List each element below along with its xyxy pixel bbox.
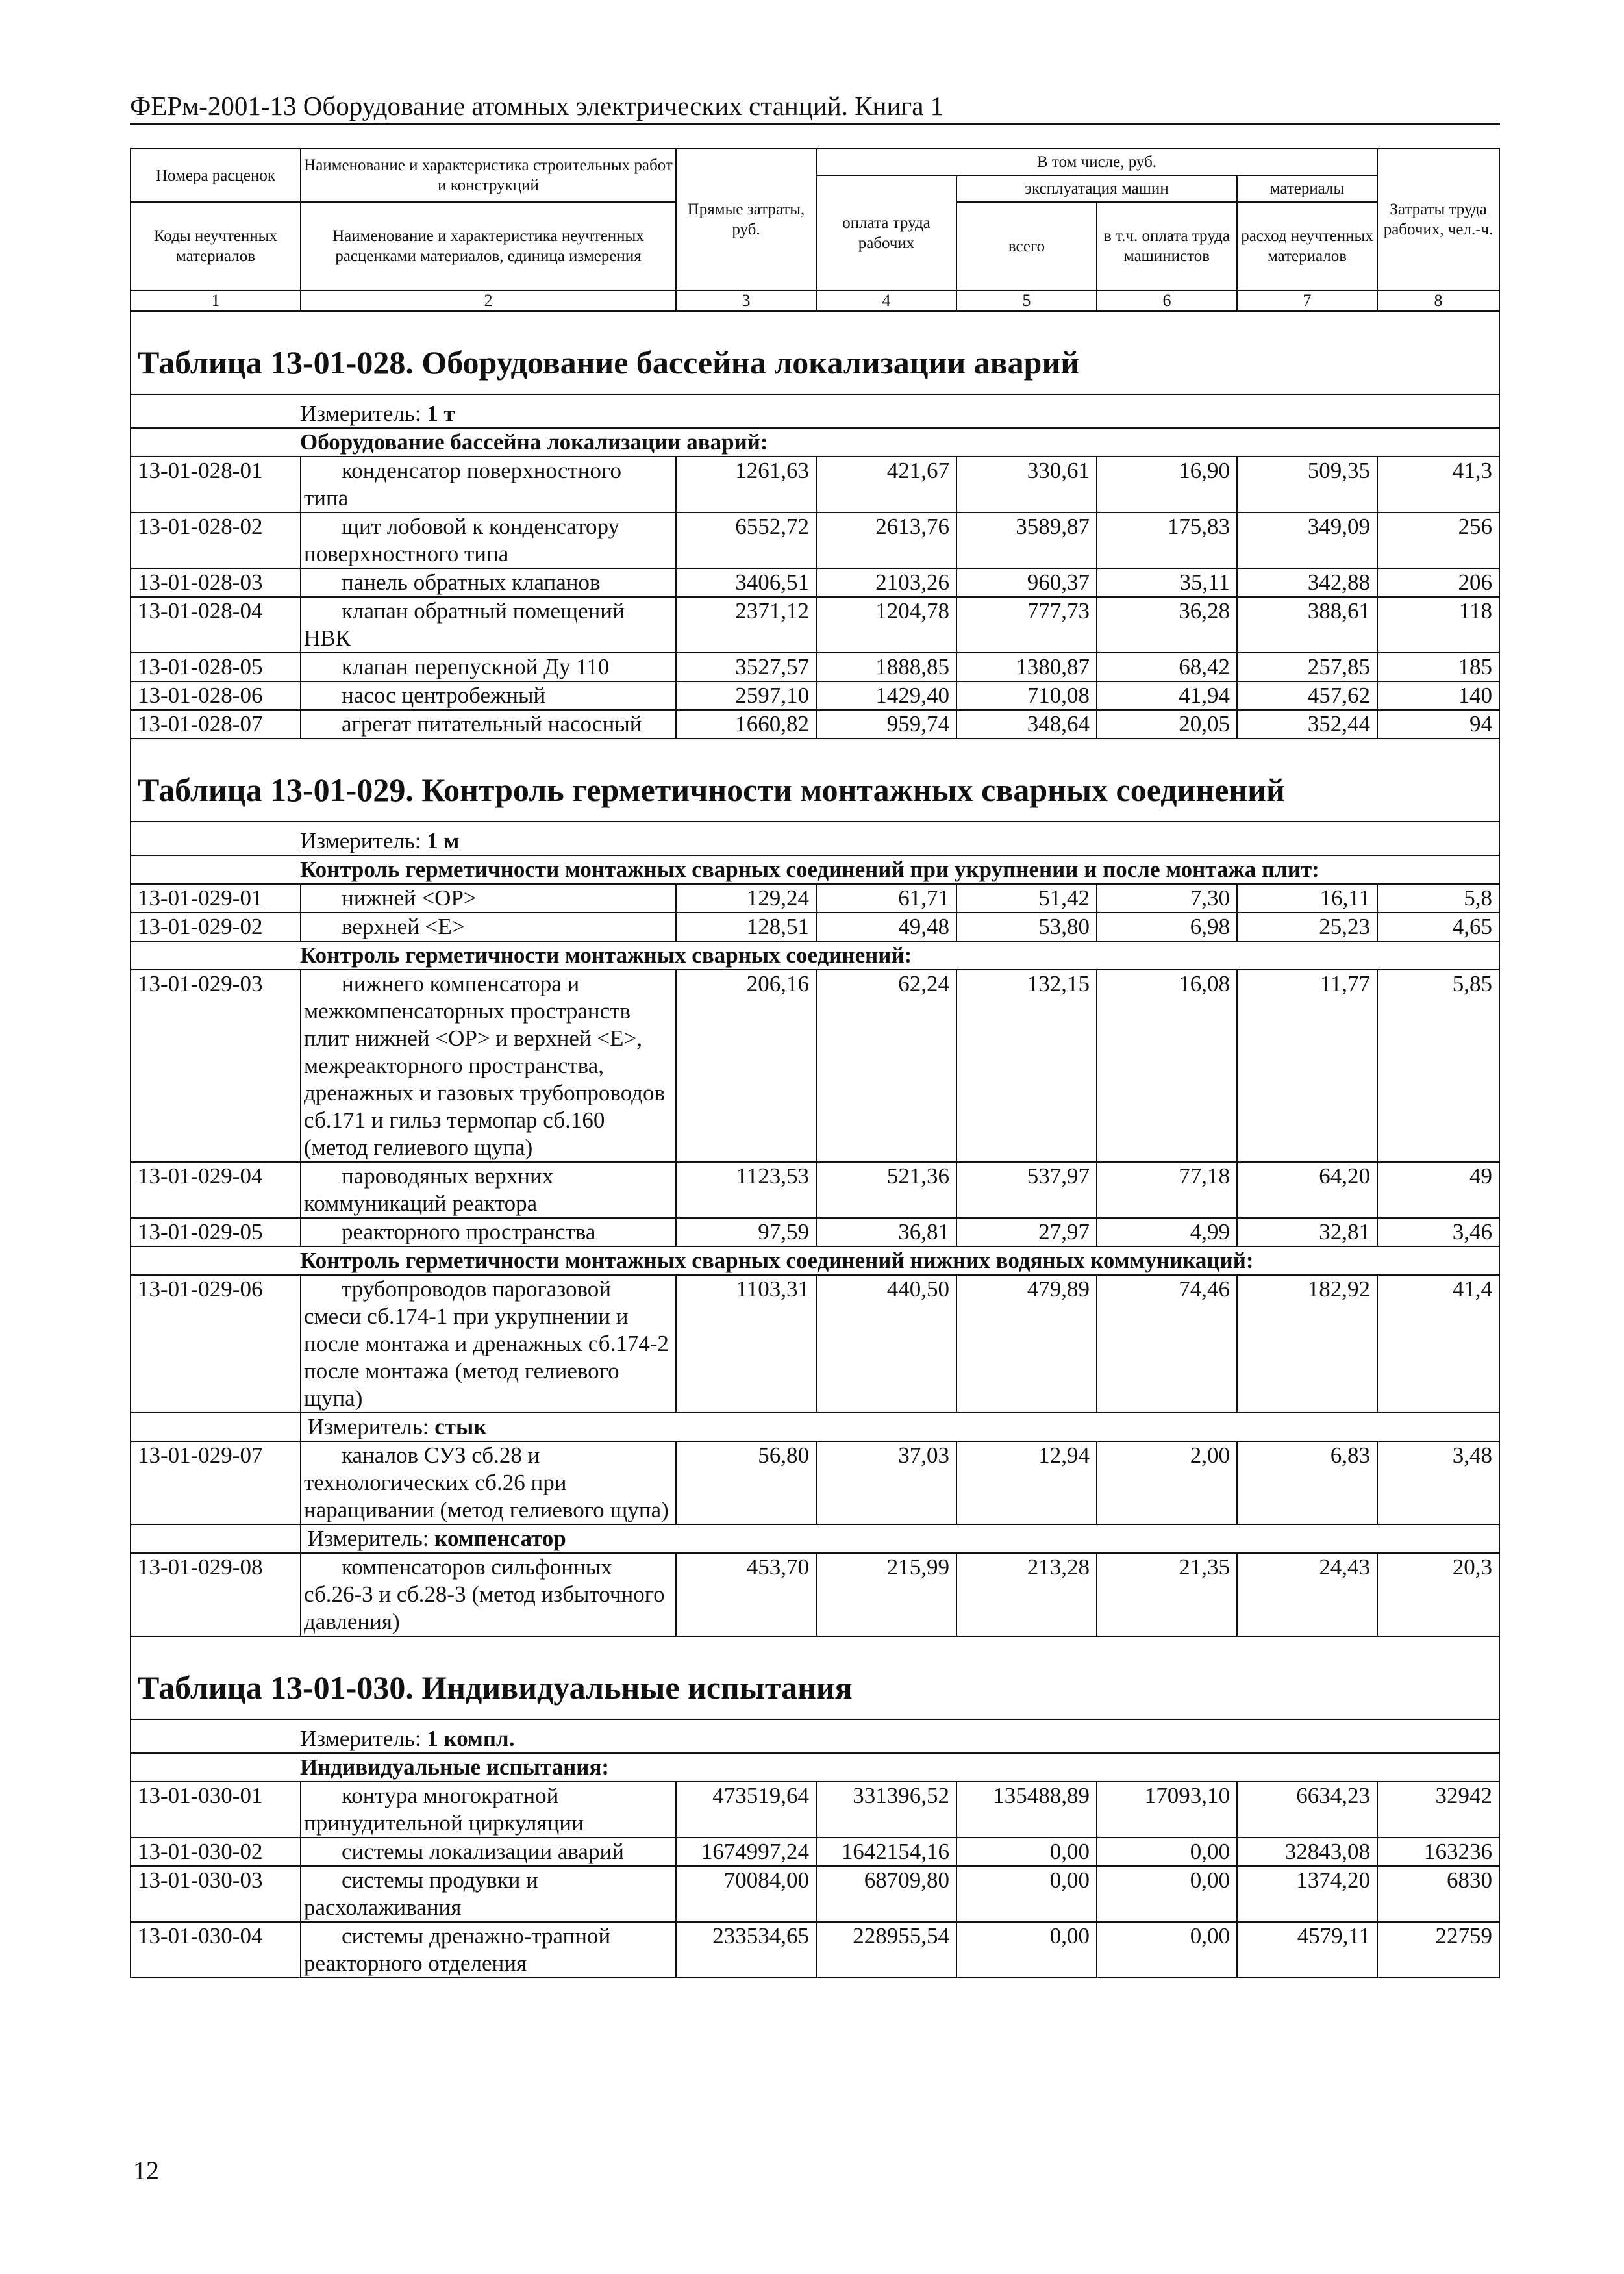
value-materials: 352,44 [1237,710,1377,739]
value-hours: 118 [1377,597,1499,653]
empty-cell [131,1413,301,1441]
rate-name: нижнего компенсатора и межкомпенсаторных пространств плит нижней <ОР> и верхней <Е>, межреакторного пространства, дренажных и газовых трубопроводов сб.171 и гильз термопар сб.160 (метод гелиевого щупа) [301,970,676,1162]
measure-value: стык [434,1414,487,1439]
measure-row [131,394,1499,428]
value-machines: 0,00 [956,1838,1097,1866]
value-labor: 2103,26 [816,568,956,597]
value-hours: 41,4 [1377,1275,1499,1413]
value-labor: 331396,52 [816,1782,956,1838]
value-machines: 53,80 [956,913,1097,941]
header-index-row [131,290,1499,311]
page-number: 12 [133,2156,159,2185]
value-machinist: 16,08 [1097,970,1237,1162]
measure-value: 1 м [427,828,460,853]
measure-unit [131,1719,1499,1753]
header-col2-bottom: Наименование и характеристика неучтенных расценками материалов, единица измерения [301,202,676,290]
section-heading: Контроль герметичности монтажных сварных соединений при укрупнении и после монтажа плит: [131,855,1499,884]
header-col1-top: Номера расценок [131,149,301,202]
value-direct: 453,70 [676,1553,816,1636]
value-machinist: 0,00 [1097,1838,1237,1866]
header-direct-costs: Прямые затраты, руб. [676,149,816,290]
value-machinist: 21,35 [1097,1553,1237,1636]
value-machinist: 175,83 [1097,512,1237,568]
value-hours: 49 [1377,1162,1499,1218]
value-direct: 56,80 [676,1441,816,1524]
value-direct: 2371,12 [676,597,816,653]
rate-code: 13-01-029-03 [131,970,301,1162]
value-hours: 256 [1377,512,1499,568]
value-labor: 1642154,16 [816,1838,956,1866]
header-including: В том числе, руб. [816,149,1377,175]
rate-code: 13-01-029-07 [131,1441,301,1524]
value-materials: 388,61 [1237,597,1377,653]
section-row [131,1246,1499,1275]
value-labor: 62,24 [816,970,956,1162]
measure-value: 1 компл. [427,1726,515,1751]
value-labor: 959,74 [816,710,956,739]
value-materials: 6,83 [1237,1441,1377,1524]
value-hours: 140 [1377,681,1499,710]
value-hours: 163236 [1377,1838,1499,1866]
header-col2-top: Наименование и характеристика строительных работ и конструкций [301,149,676,202]
value-materials: 32,81 [1237,1218,1377,1246]
rate-code: 13-01-028-04 [131,597,301,653]
value-hours: 206 [1377,568,1499,597]
table-row [131,1275,1499,1413]
rate-code: 13-01-028-05 [131,653,301,681]
value-materials: 24,43 [1237,1553,1377,1636]
value-labor: 2613,76 [816,512,956,568]
value-direct: 3406,51 [676,568,816,597]
table-row [131,1782,1499,1838]
value-direct: 70084,00 [676,1866,816,1922]
section-row [131,428,1499,457]
rate-name: трубопроводов парогазовой смеси сб.174-1 при укрупнении и после монтажа и дренажных сб.174-2 после монтажа (метод гелиевого щупа) [301,1275,676,1413]
rate-name: системы продувки и расхолаживания [301,1866,676,1922]
value-labor: 215,99 [816,1553,956,1636]
value-hours: 3,46 [1377,1218,1499,1246]
value-hours: 3,48 [1377,1441,1499,1524]
value-machinist: 16,90 [1097,457,1237,512]
rate-name: агрегат питательный насосный [301,710,676,739]
index-1: 1 [131,290,301,311]
table-row [131,884,1499,913]
value-machinist: 4,99 [1097,1218,1237,1246]
value-labor: 1204,78 [816,597,956,653]
value-direct: 1103,31 [676,1275,816,1413]
rate-name: верхней <Е> [301,913,676,941]
value-machinist: 74,46 [1097,1275,1237,1413]
table-row [131,457,1499,512]
value-labor: 440,50 [816,1275,956,1413]
measure-label: Измеритель: [300,401,427,426]
value-machines: 12,94 [956,1441,1097,1524]
index-6: 6 [1097,290,1237,311]
rate-code: 13-01-030-02 [131,1838,301,1866]
value-direct: 3527,57 [676,653,816,681]
rate-name: контура многократной принудительной циркуляции [301,1782,676,1838]
value-machines: 330,61 [956,457,1097,512]
value-machinist: 0,00 [1097,1866,1237,1922]
table-row [131,710,1499,739]
value-hours: 22759 [1377,1922,1499,1978]
table-title-row [131,739,1499,822]
value-machines: 537,97 [956,1162,1097,1218]
header-materials-consumption: расход неучтенных материалов [1237,202,1377,290]
empty-cell [131,1524,301,1553]
value-direct: 129,24 [676,884,816,913]
value-materials: 342,88 [1237,568,1377,597]
value-machinist: 0,00 [1097,1922,1237,1978]
header-materials: материалы [1237,175,1377,202]
rate-name: реакторного пространства [301,1218,676,1246]
rate-code: 13-01-029-02 [131,913,301,941]
rate-code: 13-01-030-03 [131,1866,301,1922]
value-machinist: 7,30 [1097,884,1237,913]
index-8: 8 [1377,290,1499,311]
table-row [131,568,1499,597]
value-machinist: 6,98 [1097,913,1237,941]
table-title: Таблица 13-01-029. Контроль герметичности монтажных сварных соединений [131,739,1499,822]
value-materials: 509,35 [1237,457,1377,512]
value-machinist: 17093,10 [1097,1782,1237,1838]
rate-code: 13-01-029-06 [131,1275,301,1413]
rate-name: пароводяных верхних коммуникаций реактора [301,1162,676,1218]
value-machines: 0,00 [956,1866,1097,1922]
table-row [131,1162,1499,1218]
rate-code: 13-01-030-01 [131,1782,301,1838]
value-machinist: 2,00 [1097,1441,1237,1524]
rate-code: 13-01-029-01 [131,884,301,913]
value-materials: 457,62 [1237,681,1377,710]
rate-code: 13-01-030-04 [131,1922,301,1978]
value-direct: 6552,72 [676,512,816,568]
value-machines: 777,73 [956,597,1097,653]
table-row [131,512,1499,568]
header-machine-exploitation: эксплуатация машин [956,175,1237,202]
rate-code: 13-01-028-03 [131,568,301,597]
value-labor: 1429,40 [816,681,956,710]
rate-name: панель обратных клапанов [301,568,676,597]
value-machines: 3589,87 [956,512,1097,568]
value-labor: 421,67 [816,457,956,512]
value-machinist: 77,18 [1097,1162,1237,1218]
value-hours: 4,65 [1377,913,1499,941]
section-row [131,1753,1499,1782]
value-materials: 32843,08 [1237,1838,1377,1866]
value-labor: 68709,80 [816,1866,956,1922]
value-materials: 11,77 [1237,970,1377,1162]
value-labor: 1888,85 [816,653,956,681]
table-row [131,653,1499,681]
rate-code: 13-01-029-08 [131,1553,301,1636]
table-row [131,1218,1499,1246]
table-row [131,1922,1499,1978]
table-row [131,970,1499,1162]
table-title: Таблица 13-01-030. Индивидуальные испытания [131,1636,1499,1719]
value-materials: 6634,23 [1237,1782,1377,1838]
value-machines: 479,89 [956,1275,1097,1413]
rate-name: клапан перепускной Ду 110 [301,653,676,681]
value-machines: 132,15 [956,970,1097,1162]
rate-name: нижней <ОР> [301,884,676,913]
measure-value: компенсатор [434,1526,566,1551]
section-heading: Контроль герметичности монтажных сварных соединений: [131,941,1499,970]
value-materials: 4579,11 [1237,1922,1377,1978]
value-machinist: 20,05 [1097,710,1237,739]
value-materials: 25,23 [1237,913,1377,941]
index-4: 4 [816,290,956,311]
value-materials: 257,85 [1237,653,1377,681]
value-machines: 1380,87 [956,653,1097,681]
measure-row [131,1413,1499,1441]
table-title: Таблица 13-01-028. Оборудование бассейна локализации аварий [131,311,1499,394]
table-row [131,1838,1499,1866]
value-labor: 521,36 [816,1162,956,1218]
rate-code: 13-01-028-06 [131,681,301,710]
value-hours: 5,8 [1377,884,1499,913]
value-materials: 64,20 [1237,1162,1377,1218]
table-body [131,311,1499,1978]
table-title-row [131,311,1499,394]
rate-name: компенсаторов сильфонных сб.26-3 и сб.28-3 (метод избыточного давления) [301,1553,676,1636]
table-row [131,597,1499,653]
measure-unit [301,1413,1499,1441]
value-machines: 213,28 [956,1553,1097,1636]
value-machines: 348,64 [956,710,1097,739]
header-labor-costs: Затраты труда рабочих, чел.-ч. [1377,149,1499,290]
value-materials: 349,09 [1237,512,1377,568]
section-row [131,855,1499,884]
index-5: 5 [956,290,1097,311]
measure-label: Измеритель: [308,1414,435,1439]
header-col1-bottom: Коды неучтенных материалов [131,202,301,290]
rate-name: конденсатор поверхностного типа [301,457,676,512]
rate-name: щит лобовой к конденсатору поверхностного типа [301,512,676,568]
rates-table [130,148,1500,1978]
value-machines: 0,00 [956,1922,1097,1978]
value-direct: 2597,10 [676,681,816,710]
value-direct: 1660,82 [676,710,816,739]
header-labor-pay: оплата труда рабочих [816,175,956,290]
header-machine-total: всего [956,202,1097,290]
value-machines: 51,42 [956,884,1097,913]
page-header: ФЕРм-2001-13 Оборудование атомных электрических станций. Книга 1 [130,90,1500,125]
value-hours: 5,85 [1377,970,1499,1162]
measure-row [131,1719,1499,1753]
value-direct: 97,59 [676,1218,816,1246]
table-title-row [131,1636,1499,1719]
measure-label: Измеритель: [308,1526,435,1551]
index-7: 7 [1237,290,1377,311]
value-machinist: 68,42 [1097,653,1237,681]
value-machines: 710,08 [956,681,1097,710]
value-hours: 32942 [1377,1782,1499,1838]
rate-code: 13-01-028-07 [131,710,301,739]
table-row [131,1866,1499,1922]
rate-name: каналов СУЗ сб.28 и технологических сб.26 при наращивании (метод гелиевого щупа) [301,1441,676,1524]
value-labor: 228955,54 [816,1922,956,1978]
value-labor: 37,03 [816,1441,956,1524]
measure-row [131,822,1499,855]
measure-unit [131,822,1499,855]
header-machinist-pay: в т.ч. оплата труда машинистов [1097,202,1237,290]
value-hours: 185 [1377,653,1499,681]
rate-code: 13-01-029-04 [131,1162,301,1218]
value-direct: 1261,63 [676,457,816,512]
section-heading: Оборудование бассейна локализации аварий: [131,428,1499,457]
measure-label: Измеритель: [300,828,427,853]
value-direct: 1123,53 [676,1162,816,1218]
measure-unit [301,1524,1499,1553]
section-heading: Индивидуальные испытания: [131,1753,1499,1782]
table-row [131,1553,1499,1636]
value-hours: 94 [1377,710,1499,739]
index-3: 3 [676,290,816,311]
table-row [131,681,1499,710]
value-direct: 473519,64 [676,1782,816,1838]
value-labor: 61,71 [816,884,956,913]
measure-unit [131,394,1499,428]
rate-code: 13-01-028-02 [131,512,301,568]
value-materials: 182,92 [1237,1275,1377,1413]
value-materials: 1374,20 [1237,1866,1377,1922]
value-direct: 1674997,24 [676,1838,816,1866]
index-2: 2 [301,290,676,311]
rate-code: 13-01-028-01 [131,457,301,512]
section-heading: Контроль герметичности монтажных сварных соединений нижних водяных коммуникаций: [131,1246,1499,1275]
value-machines: 960,37 [956,568,1097,597]
value-materials: 16,11 [1237,884,1377,913]
value-labor: 49,48 [816,913,956,941]
value-machines: 135488,89 [956,1782,1097,1838]
measure-value: 1 т [427,401,455,426]
rate-name: клапан обратный помещений НВК [301,597,676,653]
rate-name: системы локализации аварий [301,1838,676,1866]
table-header [131,149,1499,311]
value-hours: 6830 [1377,1866,1499,1922]
measure-row [131,1524,1499,1553]
value-labor: 36,81 [816,1218,956,1246]
value-machinist: 41,94 [1097,681,1237,710]
value-hours: 41,3 [1377,457,1499,512]
rate-name: насос центробежный [301,681,676,710]
table-row [131,913,1499,941]
value-hours: 20,3 [1377,1553,1499,1636]
value-direct: 233534,65 [676,1922,816,1978]
value-machines: 27,97 [956,1218,1097,1246]
table-row [131,1441,1499,1524]
value-machinist: 36,28 [1097,597,1237,653]
measure-label: Измеритель: [300,1726,427,1751]
rate-name: системы дренажно-трапной реакторного отделения [301,1922,676,1978]
section-row [131,941,1499,970]
value-direct: 206,16 [676,970,816,1162]
value-machinist: 35,11 [1097,568,1237,597]
value-direct: 128,51 [676,913,816,941]
rate-code: 13-01-029-05 [131,1218,301,1246]
